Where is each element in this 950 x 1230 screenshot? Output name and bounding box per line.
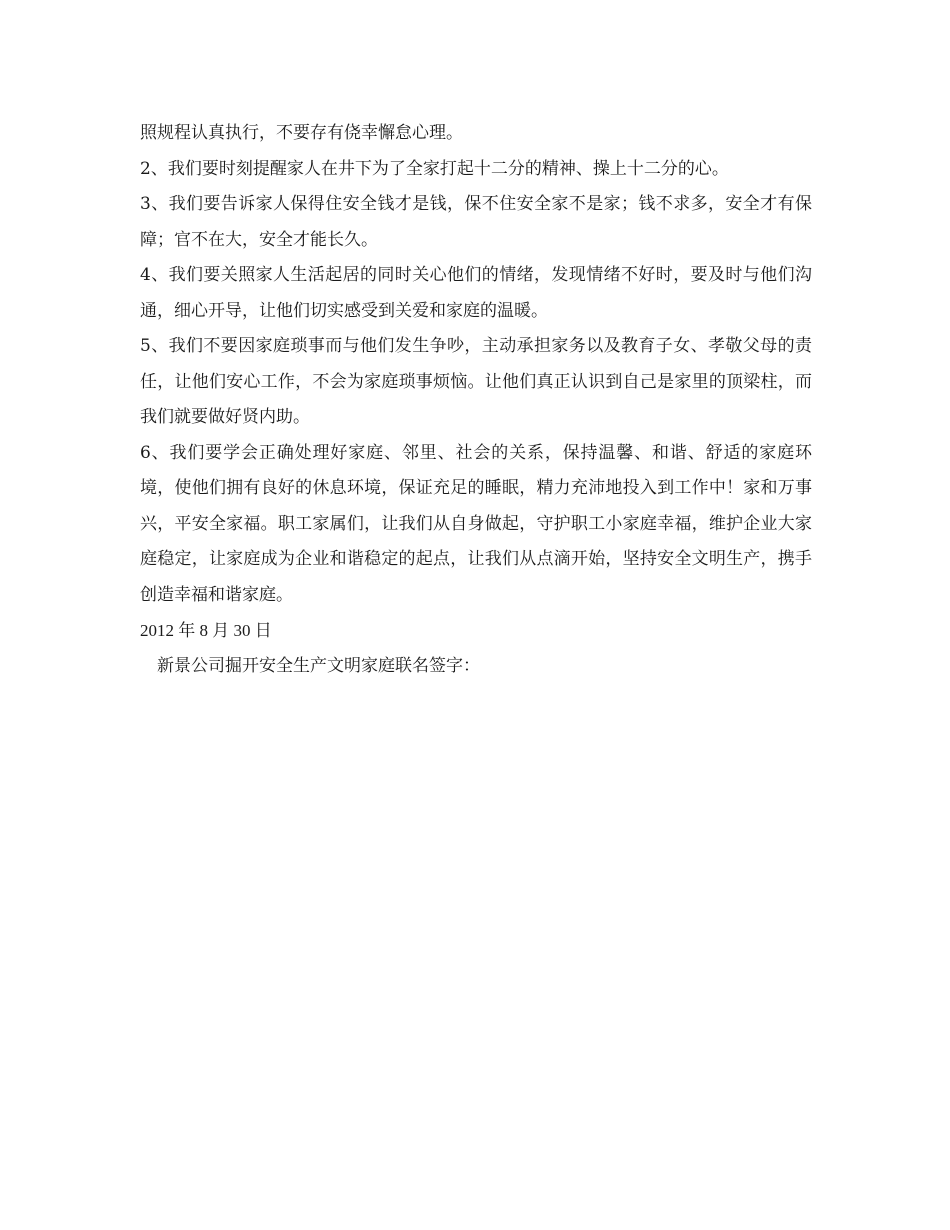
paragraph-item-6: 6、我们要学会正确处理好家庭、邻里、社会的关系，保持温馨、和谐、舒适的家庭环境，使他们拥有良好的休息环境，保证充足的睡眠，精力充沛地投入到工作中！家和万事兴，平安全家福。职工家属们，让我们从自身做起，守护职工小家庭幸福，维护企业大家庭稳定，让家庭成为企业和谐稳定的起点，让我们从点滴开始，坚持安全文明生产，携手创造幸福和谐家庭。 [140,442,812,605]
paragraph-continuation: 照规程认真执行，不要存有侥幸懈怠心理。 [140,123,463,143]
paragraph-item-2: 2、我们要时刻提醒家人在井下为了全家打起十二分的精神、操上十二分的心。 [140,158,729,179]
document-body [140,116,812,684]
document-date: 2012 年 8 月 30 日 [140,621,272,640]
paragraph-item-5: 5、我们不要因家庭琐事而与他们发生争吵，主动承担家务以及教育子女、孝敬父母的责任，让他们安心工作，不会为家庭琐事烦恼。让他们真正认识到自己是家里的顶梁柱，而我们就要做好贤内助。 [140,336,812,427]
signature-label: 新景公司掘开安全生产文明家庭联名签字： [157,655,480,676]
paragraph-item-4: 4、我们要关照家人生活起居的同时关心他们的情绪，发现情绪不好时，要及时与他们沟通，细心开导，让他们切实感受到关爱和家庭的温暖。 [140,265,812,321]
paragraph-item-3: 3、我们要告诉家人保得住安全钱才是钱，保不住安全家不是家；钱不求多，安全才有保障；官不在大，安全才能长久。 [140,194,812,250]
